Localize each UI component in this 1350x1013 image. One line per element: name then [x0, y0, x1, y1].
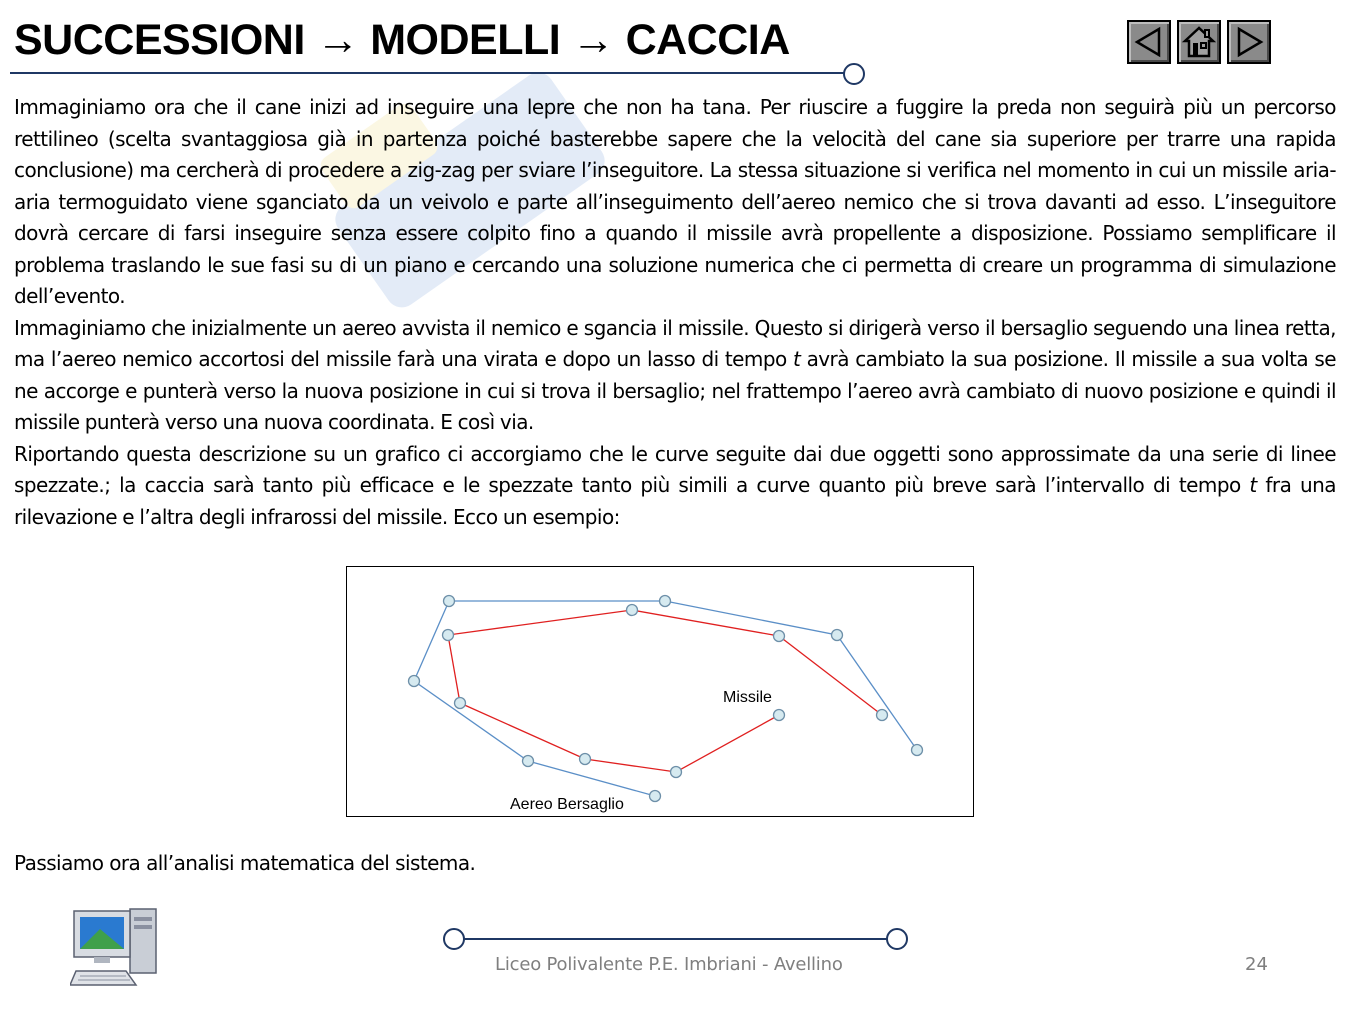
paragraph-2-time-symbol: t	[792, 347, 801, 371]
target-path	[414, 601, 917, 796]
home-button[interactable]	[1177, 20, 1221, 64]
triangle-right-icon	[1232, 25, 1266, 59]
target-point	[523, 756, 534, 767]
pursuit-diagram-svg	[347, 567, 973, 816]
page-title	[14, 14, 790, 66]
closing-sentence: Passiamo ora all’analisi matematica del sistema.	[14, 851, 476, 875]
paragraph-3-part-a: Riportando questa descrizione su un grafico ci accorgiamo che le curve seguite dai due oggetti sono approssimate da una serie di linee spezzate.; la caccia sarà tanto più efficace e le spezzate tanto più simili a curve quanto più breve sarà l’intervallo di tempo	[14, 441, 1336, 497]
paragraph-2-part-a: Immaginiamo che inizialmente un aereo avvista il nemico e sgancia il missile. Questo si dirigerà verso il bersaglio seguendo una linea retta, ma l’aereo nemico accortosi del missile farà una virata e dopo un lasso di tempo	[14, 315, 1336, 371]
missile-path-line	[448, 610, 882, 772]
paragraph-1: Immaginiamo ora che il cane inizi ad inseguire una lepre che non ha tana. Per riuscire a fuggire la preda non seguirà più un percorso rettilineo (scelta svantaggiosa già in partenza poiché basterebbe sapere che la velocità del cane sia superiore per trarre una rapida conclusione) ma cercherà di procedere a zig-zag per sviare l’inseguitore. La stessa situazione si verifica nel momento in cui un missile aria-aria termoguidato viene sganciato da un veivolo e parte all’inseguimento dell’aereo nemico che si trova davanti ad esso. L’inseguitore dovrà cercare di farsi inseguire senza essere colpito fino a quando il missile avrà propellente a disposizione. Possiamo semplificare il problema traslando le sue fasi su di un piano e cercando una soluzione numerica che ci permetta di creare un programma di simulazione dell’evento.	[14, 95, 1336, 308]
prev-slide-button[interactable]	[1127, 20, 1171, 64]
title-part-modelli: MODELLI	[370, 16, 561, 64]
target-point	[444, 596, 455, 607]
paragraph-2	[14, 313, 1336, 439]
target-point	[912, 745, 923, 756]
paragraph-3-part-b: fra una rilevazione e l’altra degli infrarossi del missile. Ecco un esempio:	[14, 473, 1336, 529]
title-underline	[10, 72, 844, 74]
missile-point	[455, 698, 466, 709]
missile-point	[774, 631, 785, 642]
title-arrow-2: →	[571, 16, 615, 64]
target-point	[660, 596, 671, 607]
target-point	[409, 676, 420, 687]
footer-line-left-circle	[443, 928, 465, 950]
paragraph-3	[14, 439, 1336, 534]
target-label: Aereo Bersaglio	[510, 796, 624, 813]
title-arrow-1: →	[316, 16, 359, 64]
pursuit-diagram	[346, 566, 974, 817]
missile-points	[443, 605, 888, 778]
paragraph-2-part-b: avrà cambiato la sua posizione. Il missile a sua volta se ne accorge e punterà verso la nuova posizione in cui si trova il bersaglio; nel frattempo l’aereo avrà cambiato di nuovo posizione e quindi il missile punterà verso una nuova coordinata. E così via.	[14, 347, 1336, 434]
title-part-successioni: SUCCESSIONI	[14, 16, 305, 64]
footer-line	[462, 938, 890, 940]
body-text	[14, 92, 1336, 533]
footer-line-right-circle	[886, 928, 908, 950]
paragraph-3-time-symbol: t	[1249, 473, 1257, 497]
page-number: 24	[1245, 954, 1268, 975]
missile-point	[627, 605, 638, 616]
footer-school-name: Liceo Polivalente P.E. Imbriani - Avellino	[495, 954, 843, 975]
title-underline-end-circle	[843, 63, 865, 85]
missile-point	[443, 630, 454, 641]
missile-label: Missile	[723, 689, 772, 706]
missile-path	[448, 610, 882, 772]
missile-point	[774, 710, 785, 721]
target-path-line	[414, 601, 917, 796]
house-icon	[1182, 25, 1216, 59]
title-part-caccia: CACCIA	[625, 16, 790, 64]
triangle-left-icon	[1132, 25, 1166, 59]
missile-point	[671, 767, 682, 778]
missile-point	[580, 754, 591, 765]
navigation-buttons	[1127, 20, 1271, 64]
computer-icon	[70, 905, 160, 990]
target-point	[650, 791, 661, 802]
missile-point	[877, 710, 888, 721]
next-slide-button[interactable]	[1227, 20, 1271, 64]
target-point	[832, 630, 843, 641]
